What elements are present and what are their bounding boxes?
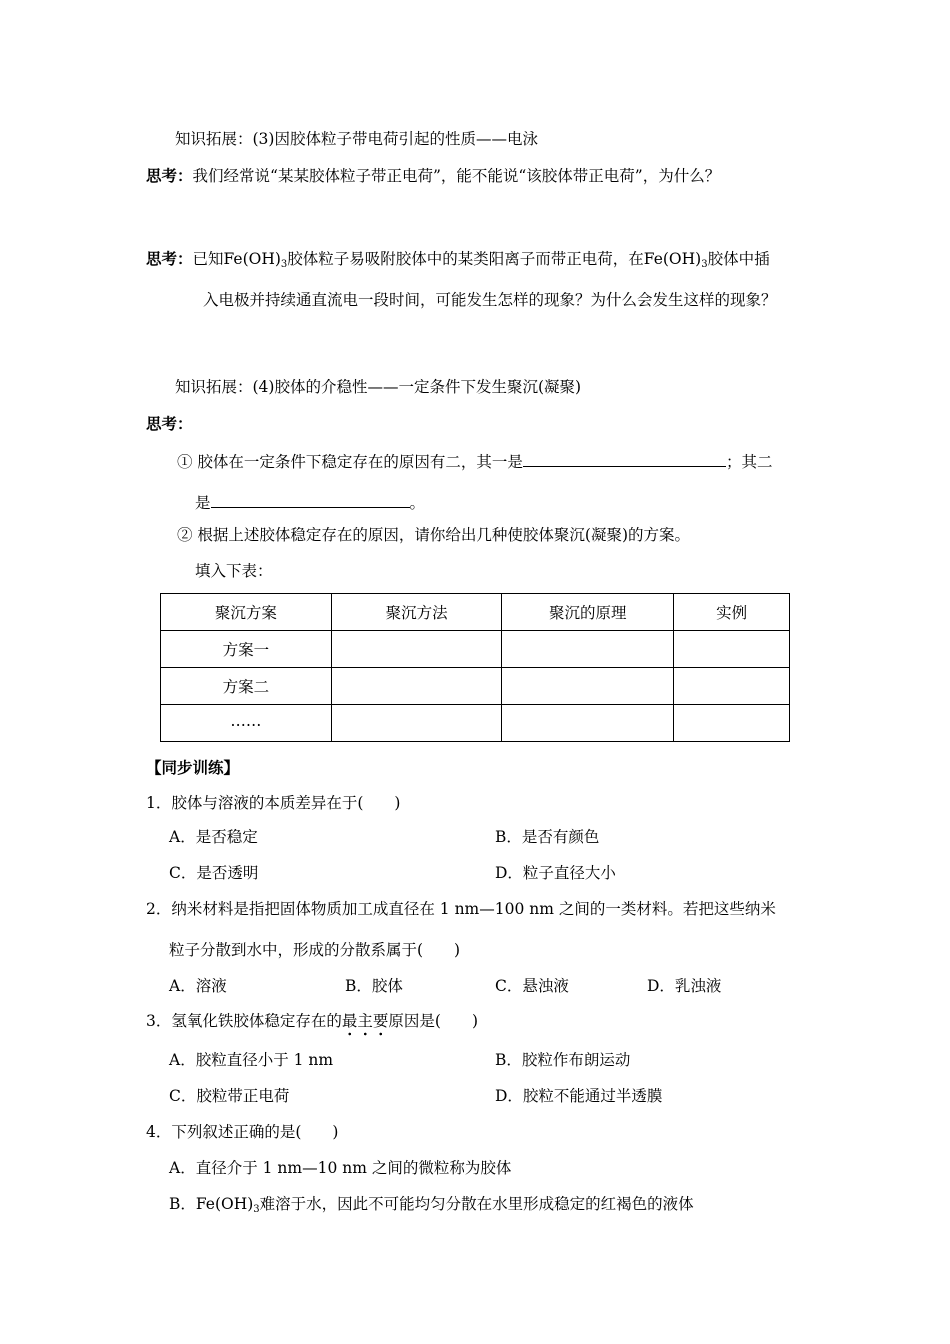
question-1-option-c[interactable]: C．是否透明 — [169, 864, 259, 882]
knowledge-extension-3: 知识拓展：(3)因胶体粒子带电荷引起的性质——电泳 — [175, 130, 538, 148]
table-cell: 方案一 — [161, 631, 332, 668]
table-header: 聚沉方案 — [161, 594, 332, 631]
question-2-option-a[interactable]: A．溶液 — [169, 977, 227, 995]
think-label: 思考： — [146, 249, 193, 268]
question-4-option-b[interactable]: B．$Fe(OH)_3$难溶于水，因此不可能均匀分散在水里形成稳定的红褐色的液体 — [169, 1195, 694, 1215]
table-row — [161, 631, 790, 668]
question-1-option-a[interactable]: A．是否稳定 — [169, 828, 258, 846]
table-cell[interactable] — [502, 668, 674, 705]
think-question-2-line2: 入电极并持续通直流电一段时间，可能发生怎样的现象？为什么会发生这样的现象？ — [203, 291, 777, 309]
table-row — [161, 668, 790, 705]
question-1-option-d[interactable]: D．粒子直径大小 — [495, 864, 616, 882]
table-cell[interactable] — [674, 668, 790, 705]
question-3-option-c[interactable]: C．胶粒带正电荷 — [169, 1087, 290, 1105]
question-3-option-d[interactable]: D．胶粒不能通过半透膜 — [495, 1087, 663, 1105]
think-question-3-part3: ② 根据上述胶体稳定存在的原因，请你给出几种使胶体聚沉(凝聚)的方案。 — [177, 526, 691, 544]
table-cell[interactable] — [674, 631, 790, 668]
question-3-option-a[interactable]: A．胶粒直径小于 1 nm — [169, 1051, 334, 1069]
table-row — [161, 705, 790, 742]
question-2-option-d[interactable]: D．乳浊液 — [647, 977, 722, 995]
table-cell[interactable] — [331, 668, 502, 705]
question-1-option-b[interactable]: B．是否有颜色 — [495, 828, 600, 846]
think-text: 我们经常说“某某胶体粒子带正电荷”，能不能说“该胶体带正电荷”，为什么？ — [192, 167, 721, 185]
answer-blank[interactable] — [211, 493, 410, 508]
question-4-stem: 4．下列叙述正确的是( ) — [146, 1123, 339, 1141]
question-2-option-b[interactable]: B．胶体 — [345, 977, 403, 995]
question-3-option-b[interactable]: B．胶粒作布朗运动 — [495, 1051, 631, 1069]
table-header: 实例 — [674, 594, 790, 631]
think-question-3-part1: ① 胶体在一定条件下稳定存在的原因有二，其一是 ；其二 — [177, 453, 773, 471]
table-cell[interactable] — [502, 705, 674, 742]
aggregation-table — [160, 593, 790, 742]
think-question-1 — [146, 168, 720, 185]
table-header: 聚沉的原理 — [502, 594, 674, 631]
think-question-2: 思考：已知$Fe(OH)_3$胶体粒子易吸附胶体中的某类阳离子而带正电荷，在$Fe(OH)_3$胶体中插 — [146, 249, 770, 270]
think-label-3: 思考： — [146, 414, 193, 433]
table-header: 聚沉方法 — [331, 594, 502, 631]
knowledge-extension-4: 知识拓展：(4)胶体的介稳性——一定条件下发生聚沉(凝聚) — [175, 378, 582, 396]
question-3-stem: 3．氢氧化铁胶体稳定存在的最主要原因是( ) — [146, 1014, 478, 1030]
question-2-stem-line2: 粒子分散到水中，形成的分散系属于( ) — [169, 941, 461, 959]
fill-instruction: 填入下表： — [195, 562, 273, 580]
table-cell: …… — [161, 705, 332, 742]
table-header-row — [161, 594, 790, 631]
think-question-3-part2: 是 。 — [195, 494, 426, 512]
answer-blank[interactable] — [523, 452, 726, 467]
question-2-stem: 2．纳米材料是指把固体物质加工成直径在 1 nm—100 nm 之间的一类材料。若把这些纳米 — [146, 900, 776, 918]
table-cell[interactable] — [331, 705, 502, 742]
table-cell[interactable] — [674, 705, 790, 742]
think-label: 思考： — [146, 166, 193, 185]
question-4-option-a[interactable]: A．直径介于 1 nm—10 nm 之间的微粒称为胶体 — [169, 1159, 512, 1177]
emphasis-text: 最主要 — [342, 1012, 389, 1037]
question-1-stem: 1．胶体与溶液的本质差异在于( ) — [146, 794, 401, 812]
section-title: 【同步训练】 — [146, 758, 240, 777]
table-cell[interactable] — [502, 631, 674, 668]
question-2-option-c[interactable]: C．悬浊液 — [495, 977, 569, 995]
table-cell: 方案二 — [161, 668, 332, 705]
table-cell[interactable] — [331, 631, 502, 668]
